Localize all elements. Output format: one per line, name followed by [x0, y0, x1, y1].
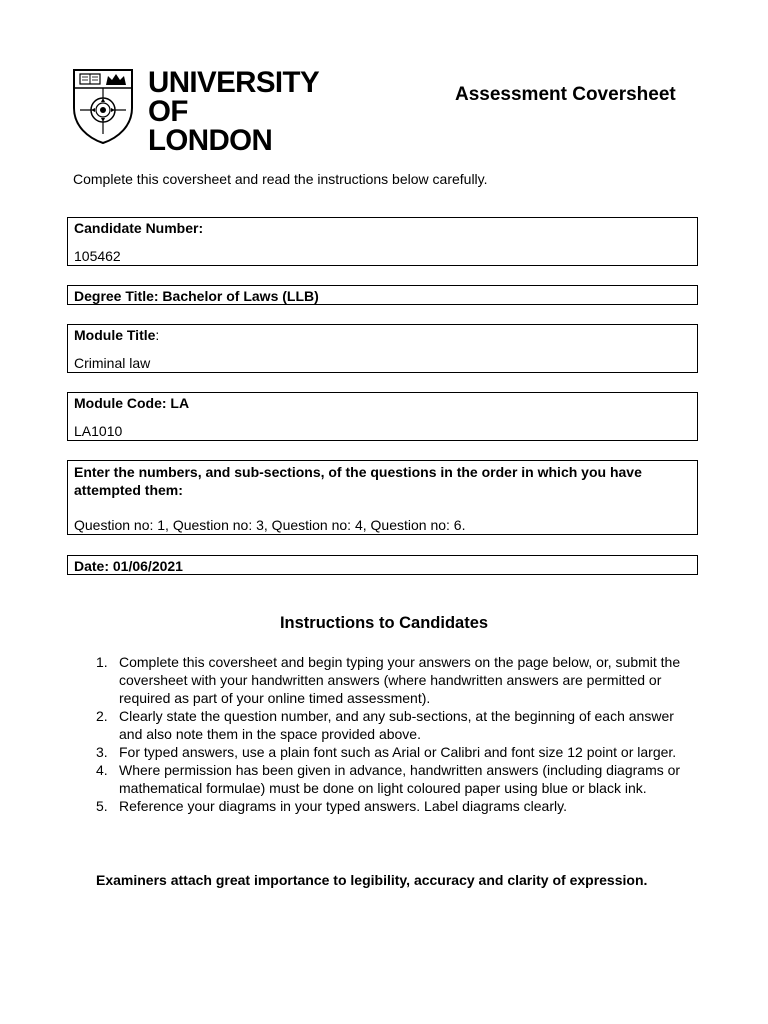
instruction-text: Where permission has been given in advance, handwritten answers (including diagrams or mathematical formulae) must be done on light coloured paper using blue or black ink. — [119, 762, 681, 796]
instruction-item — [96, 797, 696, 815]
module-title-label: Module Title — [74, 327, 156, 343]
university-name-line1: UNIVERSITY — [148, 66, 320, 99]
module-code-label: Module Code: LA — [74, 395, 190, 411]
instruction-number: 4. — [96, 762, 108, 778]
instruction-text: Clearly state the question number, and any sub-sections, at the beginning of each answer and also note them in the space provided above. — [119, 708, 674, 742]
instruction-text: Complete this coversheet and begin typing your answers on the page below, or, submit the coversheet with your handwritten answers (where handwritten answers are permitted or required as part of your online timed assessment). — [119, 654, 681, 706]
instruction-item — [96, 707, 696, 743]
instruction-number: 1. — [96, 654, 108, 670]
module-code-box — [67, 392, 698, 441]
degree-title-box — [67, 285, 698, 305]
instruction-number: 2. — [96, 708, 108, 724]
module-title-colon: : — [155, 327, 160, 343]
degree-title-label: Degree Title: Bachelor of Laws (LLB) — [74, 288, 319, 304]
instruction-item — [96, 761, 696, 797]
document-title: Assessment Coversheet — [455, 84, 676, 105]
instruction-item — [96, 653, 696, 707]
module-title-label-row — [74, 327, 159, 343]
university-logo — [72, 66, 320, 157]
questions-attempted-label: Enter the numbers, and sub-sections, of the questions in the order in which you have attempted them: — [74, 464, 642, 498]
instruction-text: For typed answers, use a plain font such as Arial or Calibri and font size 12 point or larger. — [119, 744, 677, 760]
instruction-number: 3. — [96, 744, 108, 760]
date-box — [67, 555, 698, 575]
instructions-title: Instructions to Candidates — [279, 614, 489, 632]
university-crest-icon — [72, 68, 134, 144]
university-name-line2: OF LONDON — [148, 95, 273, 157]
module-title-value: Criminal law — [74, 355, 151, 371]
instruction-number: 5. — [96, 798, 108, 814]
date-label: Date: 01/06/2021 — [74, 558, 183, 574]
candidate-number-label: Candidate Number: — [74, 220, 204, 236]
questions-attempted-value: Question no: 1, Question no: 3, Question no: 4, Question no: 6. — [74, 517, 466, 533]
instruction-item — [96, 743, 696, 761]
module-code-value: LA1010 — [74, 423, 123, 439]
instruction-text: Reference your diagrams in your typed answers. Label diagrams clearly. — [119, 798, 567, 814]
module-title-box — [67, 324, 698, 373]
candidate-number-box — [67, 217, 698, 266]
intro-text: Complete this coversheet and read the instructions below carefully. — [73, 171, 488, 187]
closing-statement: Examiners attach great importance to legibility, accuracy and clarity of expression. — [96, 872, 648, 888]
candidate-number-value: 105462 — [74, 248, 121, 264]
university-wordmark — [148, 68, 319, 155]
questions-attempted-box — [67, 460, 698, 535]
instructions-list — [96, 653, 696, 815]
